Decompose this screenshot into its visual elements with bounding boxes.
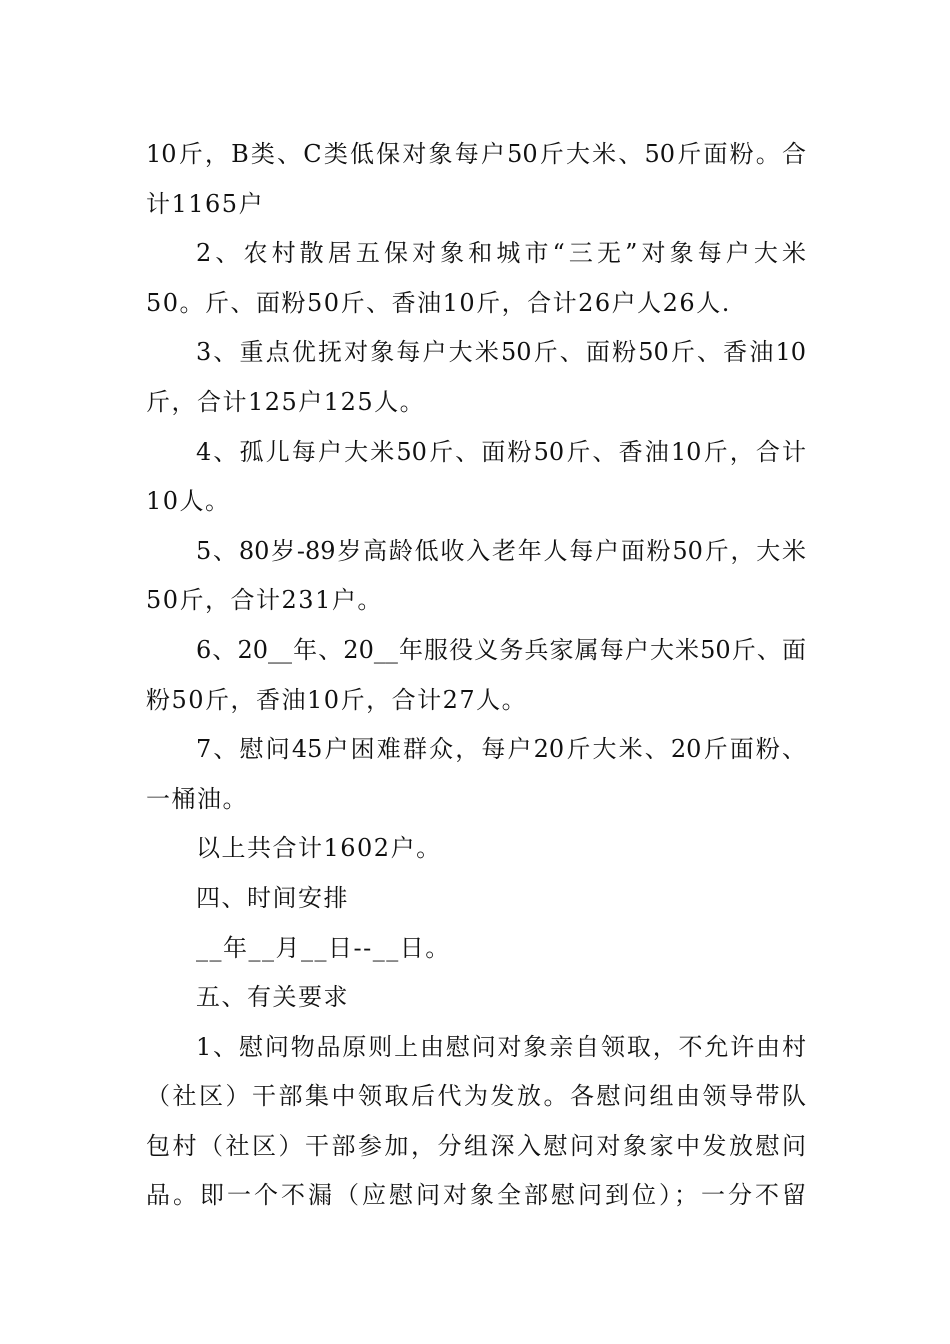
- text-line: 50。斤、面粉50斤、香油10斤，合计26户人26人.: [146, 288, 731, 317]
- text-line: 包村（社区）干部参加，分组深入慰问对象家中发放慰问: [146, 1131, 806, 1160]
- text-line: （社区）干部集中领取后代为发放。各慰问组由领导带队: [146, 1082, 806, 1111]
- paragraph-start-line: 7、慰问45户困难群众，每户20斤大米、20斤面粉、: [196, 735, 806, 764]
- text-line: 粉50斤，香油10斤，合计27人。: [146, 685, 528, 714]
- text-line: 斤，合计125户125人。: [146, 387, 426, 416]
- text-line: 一桶油。: [146, 784, 248, 813]
- section-heading: 五、有关要求: [196, 983, 349, 1012]
- paragraph-start-line: 4、孤儿每户大米50斤、面粉50斤、香油10斤，合计: [196, 437, 806, 466]
- text-line: 品。即一个不漏（应慰问对象全部慰问到位）；一分不留: [146, 1181, 806, 1210]
- paragraph-start-line: 2、农村散居五保对象和城市“三无”对象每户大米: [196, 239, 806, 268]
- text-line: 10斤，B类、C类低保对象每户50斤大米、50斤面粉。合: [146, 140, 806, 168]
- paragraph-start-line: 5、80岁-89岁高龄低收入老年人每户面粉50斤，大米: [196, 536, 806, 565]
- schedule-date-line: __年__月__日--__日。: [196, 933, 451, 962]
- text-line: 计1165户: [146, 189, 265, 218]
- section-heading: 四、时间安排: [196, 883, 349, 912]
- text-line: 10人。: [146, 487, 231, 516]
- total-summary-line: 以上共合计1602户。: [196, 834, 442, 863]
- text-line: 50斤，合计231户。: [146, 586, 383, 615]
- document-body: [146, 130, 806, 1221]
- paragraph-start-line: 3、重点优抚对象每户大米50斤、面粉50斤、香油10: [196, 338, 806, 367]
- paragraph-start-line: 6、20__年、20__年服役义务兵家属每户大米50斤、面: [196, 635, 806, 664]
- paragraph-start-line: 1、慰问物品原则上由慰问对象亲自领取，不允许由村: [196, 1032, 806, 1061]
